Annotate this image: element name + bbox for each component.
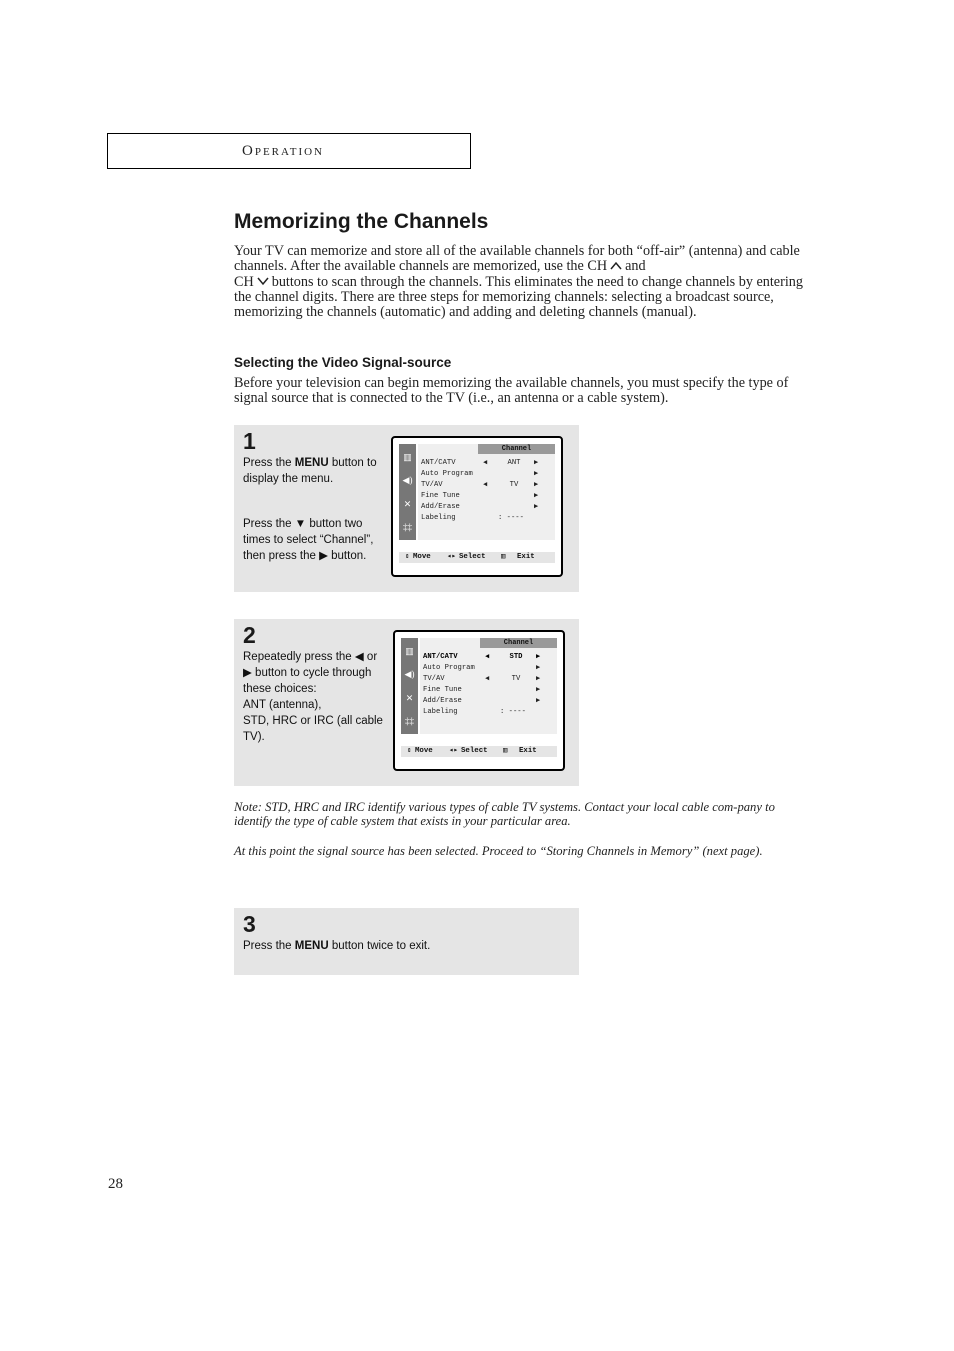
section-label: Operation bbox=[242, 143, 325, 159]
intro-and: and bbox=[625, 258, 646, 275]
page-number: 28 bbox=[108, 1176, 123, 1192]
step-2-panel bbox=[234, 619, 579, 786]
step-2-instruction: Repeatedly press the ◀ or ▶ button to cycle through these choices: ANT (antenna), STD, HRC or IRC (all cable TV). bbox=[243, 651, 383, 743]
setup-icon: ‡‡ bbox=[405, 716, 414, 726]
exit-icon: ▥ bbox=[501, 553, 506, 561]
menu-icon-column bbox=[401, 638, 418, 734]
menu-item-labeling: Labeling : ---- bbox=[421, 514, 524, 522]
setup-icon: ‡‡ bbox=[403, 522, 412, 532]
left-arrow-icon: ◀ bbox=[354, 651, 364, 663]
menu-item-auto-program: Auto Program ▶ bbox=[421, 470, 539, 478]
menu-item-fine-tune: Fine Tune ▶ bbox=[423, 686, 541, 694]
tv-screen bbox=[391, 436, 563, 577]
menu-icon-column bbox=[399, 444, 416, 540]
footer-exit: Exit bbox=[519, 747, 537, 755]
footer-select: Select bbox=[459, 553, 486, 561]
subheading: Selecting the Video Signal-source bbox=[234, 355, 452, 370]
channel-antenna-icon: ✕ bbox=[405, 693, 414, 703]
step-3-instruction: Press the MENU button twice to exit. bbox=[243, 940, 431, 952]
sound-icon: ◀) bbox=[402, 475, 413, 485]
step-1-instruction-a: Press the MENU button to display the menu. bbox=[243, 457, 377, 485]
select-icon: ◂▸ bbox=[449, 747, 458, 755]
menu-item-tv-av: TV/AV ◀ TV ▶ bbox=[421, 481, 539, 489]
section-header-box bbox=[107, 133, 471, 169]
osd-menu-panel bbox=[418, 444, 555, 540]
menu-item-tv-av: TV/AV ◀ TV ▶ bbox=[423, 675, 541, 683]
menu-key: MENU bbox=[294, 457, 329, 469]
menu-item-ant-catv: ANT/CATV ◀ STD ▶ bbox=[423, 653, 541, 661]
select-icon: ◂▸ bbox=[447, 553, 456, 561]
chevron-down-icon bbox=[257, 277, 269, 286]
osd-menu-panel bbox=[420, 638, 557, 734]
page-title: Memorizing the Channels bbox=[234, 210, 489, 233]
right-arrow-icon: ▶ bbox=[319, 550, 328, 562]
osd-footer bbox=[401, 746, 557, 757]
menu-tab-channel: Channel bbox=[478, 444, 555, 454]
step-3-panel bbox=[234, 908, 579, 975]
osd-footer bbox=[399, 552, 555, 563]
intro-text-2: buttons to scan through the channels. This eliminates the need to change channels by entering the channel digits. There are three steps for memorizing channels: selecting a broadcast source, memorizing the channels (automatic) and adding and deleting channels (manual). bbox=[234, 273, 803, 321]
intro-paragraph bbox=[234, 244, 806, 320]
footer-move: Move bbox=[413, 553, 431, 561]
chevron-up-icon bbox=[610, 261, 622, 270]
move-icon: ⇕ bbox=[407, 747, 412, 755]
footer-move: Move bbox=[415, 747, 433, 755]
menu-item-add-erase: Add/Erase ▶ bbox=[421, 503, 539, 511]
footer-exit: Exit bbox=[517, 553, 535, 561]
signal-source-paragraph: Before your television can begin memorizing the available channels, you must specify the type of signal source that is connected to the TV (i.e., an antenna or a cable system). bbox=[234, 375, 789, 407]
down-arrow-icon: ▼ bbox=[294, 518, 307, 530]
menu-item-auto-program: Auto Program ▶ bbox=[423, 664, 541, 672]
menu-item-add-erase: Add/Erase ▶ bbox=[423, 697, 541, 705]
menu-tab-channel: Channel bbox=[480, 638, 557, 648]
channel-antenna-icon: ✕ bbox=[403, 499, 412, 509]
menu-item-labeling: Labeling : ---- bbox=[423, 708, 526, 716]
menu-key: MENU bbox=[294, 940, 329, 952]
step-1-panel bbox=[234, 425, 579, 592]
note-cable-types: Note: STD, HRC and IRC identify various types of cable TV systems. Contact your local cable com-pany to identify the type of cable system that exists in your particular area. bbox=[234, 800, 775, 829]
note-next-step: At this point the signal source has been selected. Proceed to “Storing Channels in Memory” (next page). bbox=[234, 844, 763, 858]
footer-select: Select bbox=[461, 747, 488, 755]
picture-icon: ▥ bbox=[403, 452, 412, 462]
picture-icon: ▥ bbox=[405, 646, 414, 656]
step-number: 2 bbox=[243, 622, 256, 648]
intro-ch: CH bbox=[234, 273, 254, 290]
right-arrow-icon: ▶ bbox=[243, 667, 252, 679]
step-number: 3 bbox=[243, 911, 256, 937]
step-number: 1 bbox=[243, 428, 256, 454]
intro-text-1: Your TV can memorize and store all of the available channels for both “off-air” (antenna) and cable channels. After the available channels are memorized, use the CH bbox=[234, 243, 800, 275]
menu-item-ant-catv: ANT/CATV ◀ ANT ▶ bbox=[421, 459, 539, 467]
move-icon: ⇕ bbox=[405, 553, 410, 561]
sound-icon: ◀) bbox=[404, 669, 415, 679]
exit-icon: ▥ bbox=[503, 747, 508, 755]
tv-screen bbox=[393, 630, 565, 771]
menu-item-fine-tune: Fine Tune ▶ bbox=[421, 492, 539, 500]
step-1-instruction-b: Press the ▼ button two times to select “Channel”, then press the ▶ button. bbox=[243, 518, 374, 562]
